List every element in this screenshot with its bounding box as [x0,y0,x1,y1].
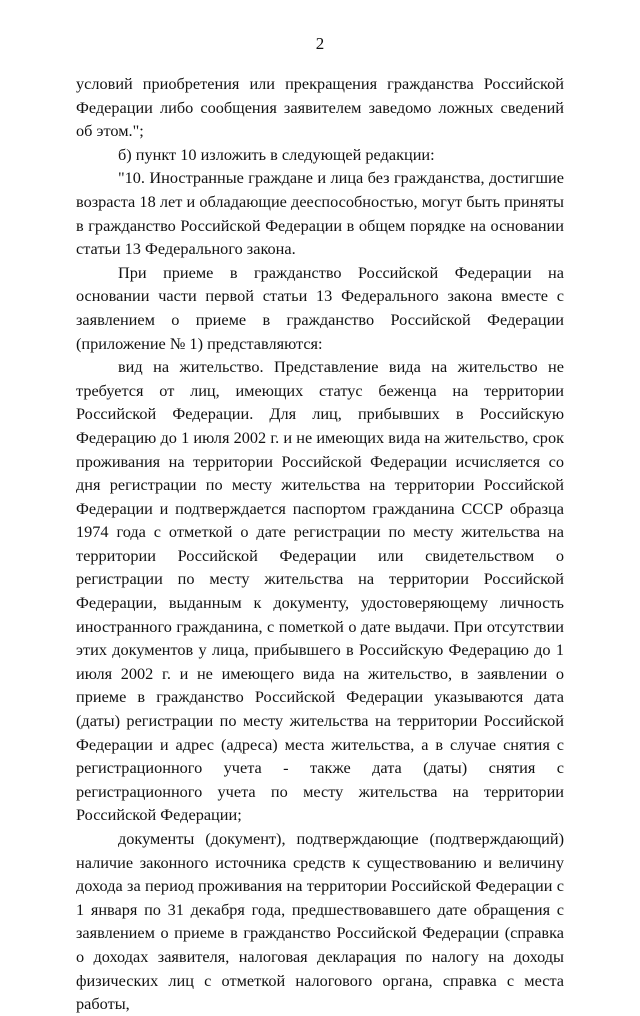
document-body [76,72,564,1016]
paragraph: документы (документ), подтверждающие (подтверждающий) наличие законного источника средств к существованию и величину дохода за период проживания на территории Российской Федерации с 1 января по 31 декабря года, предшествовавшего дате обращения с заявлением о приеме в гражданство Российской Федерации (справка о доходах заявителя, налоговая декларация по налогу на доходы физических лиц с отметкой налогового органа, справка с места работы, [76,829,564,1014]
paragraph: б) пункт 10 изложить в следующей редакции: [118,144,435,164]
paragraph: условий приобретения или прекращения гражданства Российской Федерации либо сообщения заявителем заведомо ложных сведений об этом."; [76,74,564,141]
paragraph: При приеме в гражданство Российской Федерации на основании части первой статьи 13 Федерального закона вместе с заявлением о приеме в гражданство Российской Федерации (приложение № 1) представляются: [76,262,564,353]
paragraph: вид на жительство. Представление вида на жительство не требуется от лиц, имеющих статус беженца на территории Российской Федерации. Для лиц, прибывших в Российскую Федерацию до 1 июля 2002 г. и не имеющих вида на жительство, срок проживания на территории Российской Федерации исчисляется со дня регистрации по месту жительства на территории Российской Федерации и подтверждается паспортом гражданина СССР образца 1974 года с отметкой о дате регистрации по месту жительства на территории Российской Федерации или свидетельством о регистрации по месту жительства на территории Российской Федерации, выданным к документу, удостоверяющему личность иностранного гражданина, с пометкой о дате выдачи. При отсутствии этих документов у лица, прибывшего в Российскую Федерацию до 1 июля 2002 г. и не имеющего вида на жительство, в заявлении о приеме в гражданство Российской Федерации указываются дата (даты) регистрации по месту жительства на территории Российской Федерации и адрес (адреса) места жительства, а в случае снятия с регистрационного учета - также дата (даты) снятия с регистрационного учета по месту жительства на территории Российской Федерации; [76,357,564,825]
page-number: 2 [315,34,325,53]
paragraph: "10. Иностранные граждане и лица без гражданства, достигшие возраста 18 лет и обладающие дееспособностью, могут быть приняты в гражданство Российской Федерации в общем порядке на основании статьи 13 Федерального закона. [76,168,564,259]
